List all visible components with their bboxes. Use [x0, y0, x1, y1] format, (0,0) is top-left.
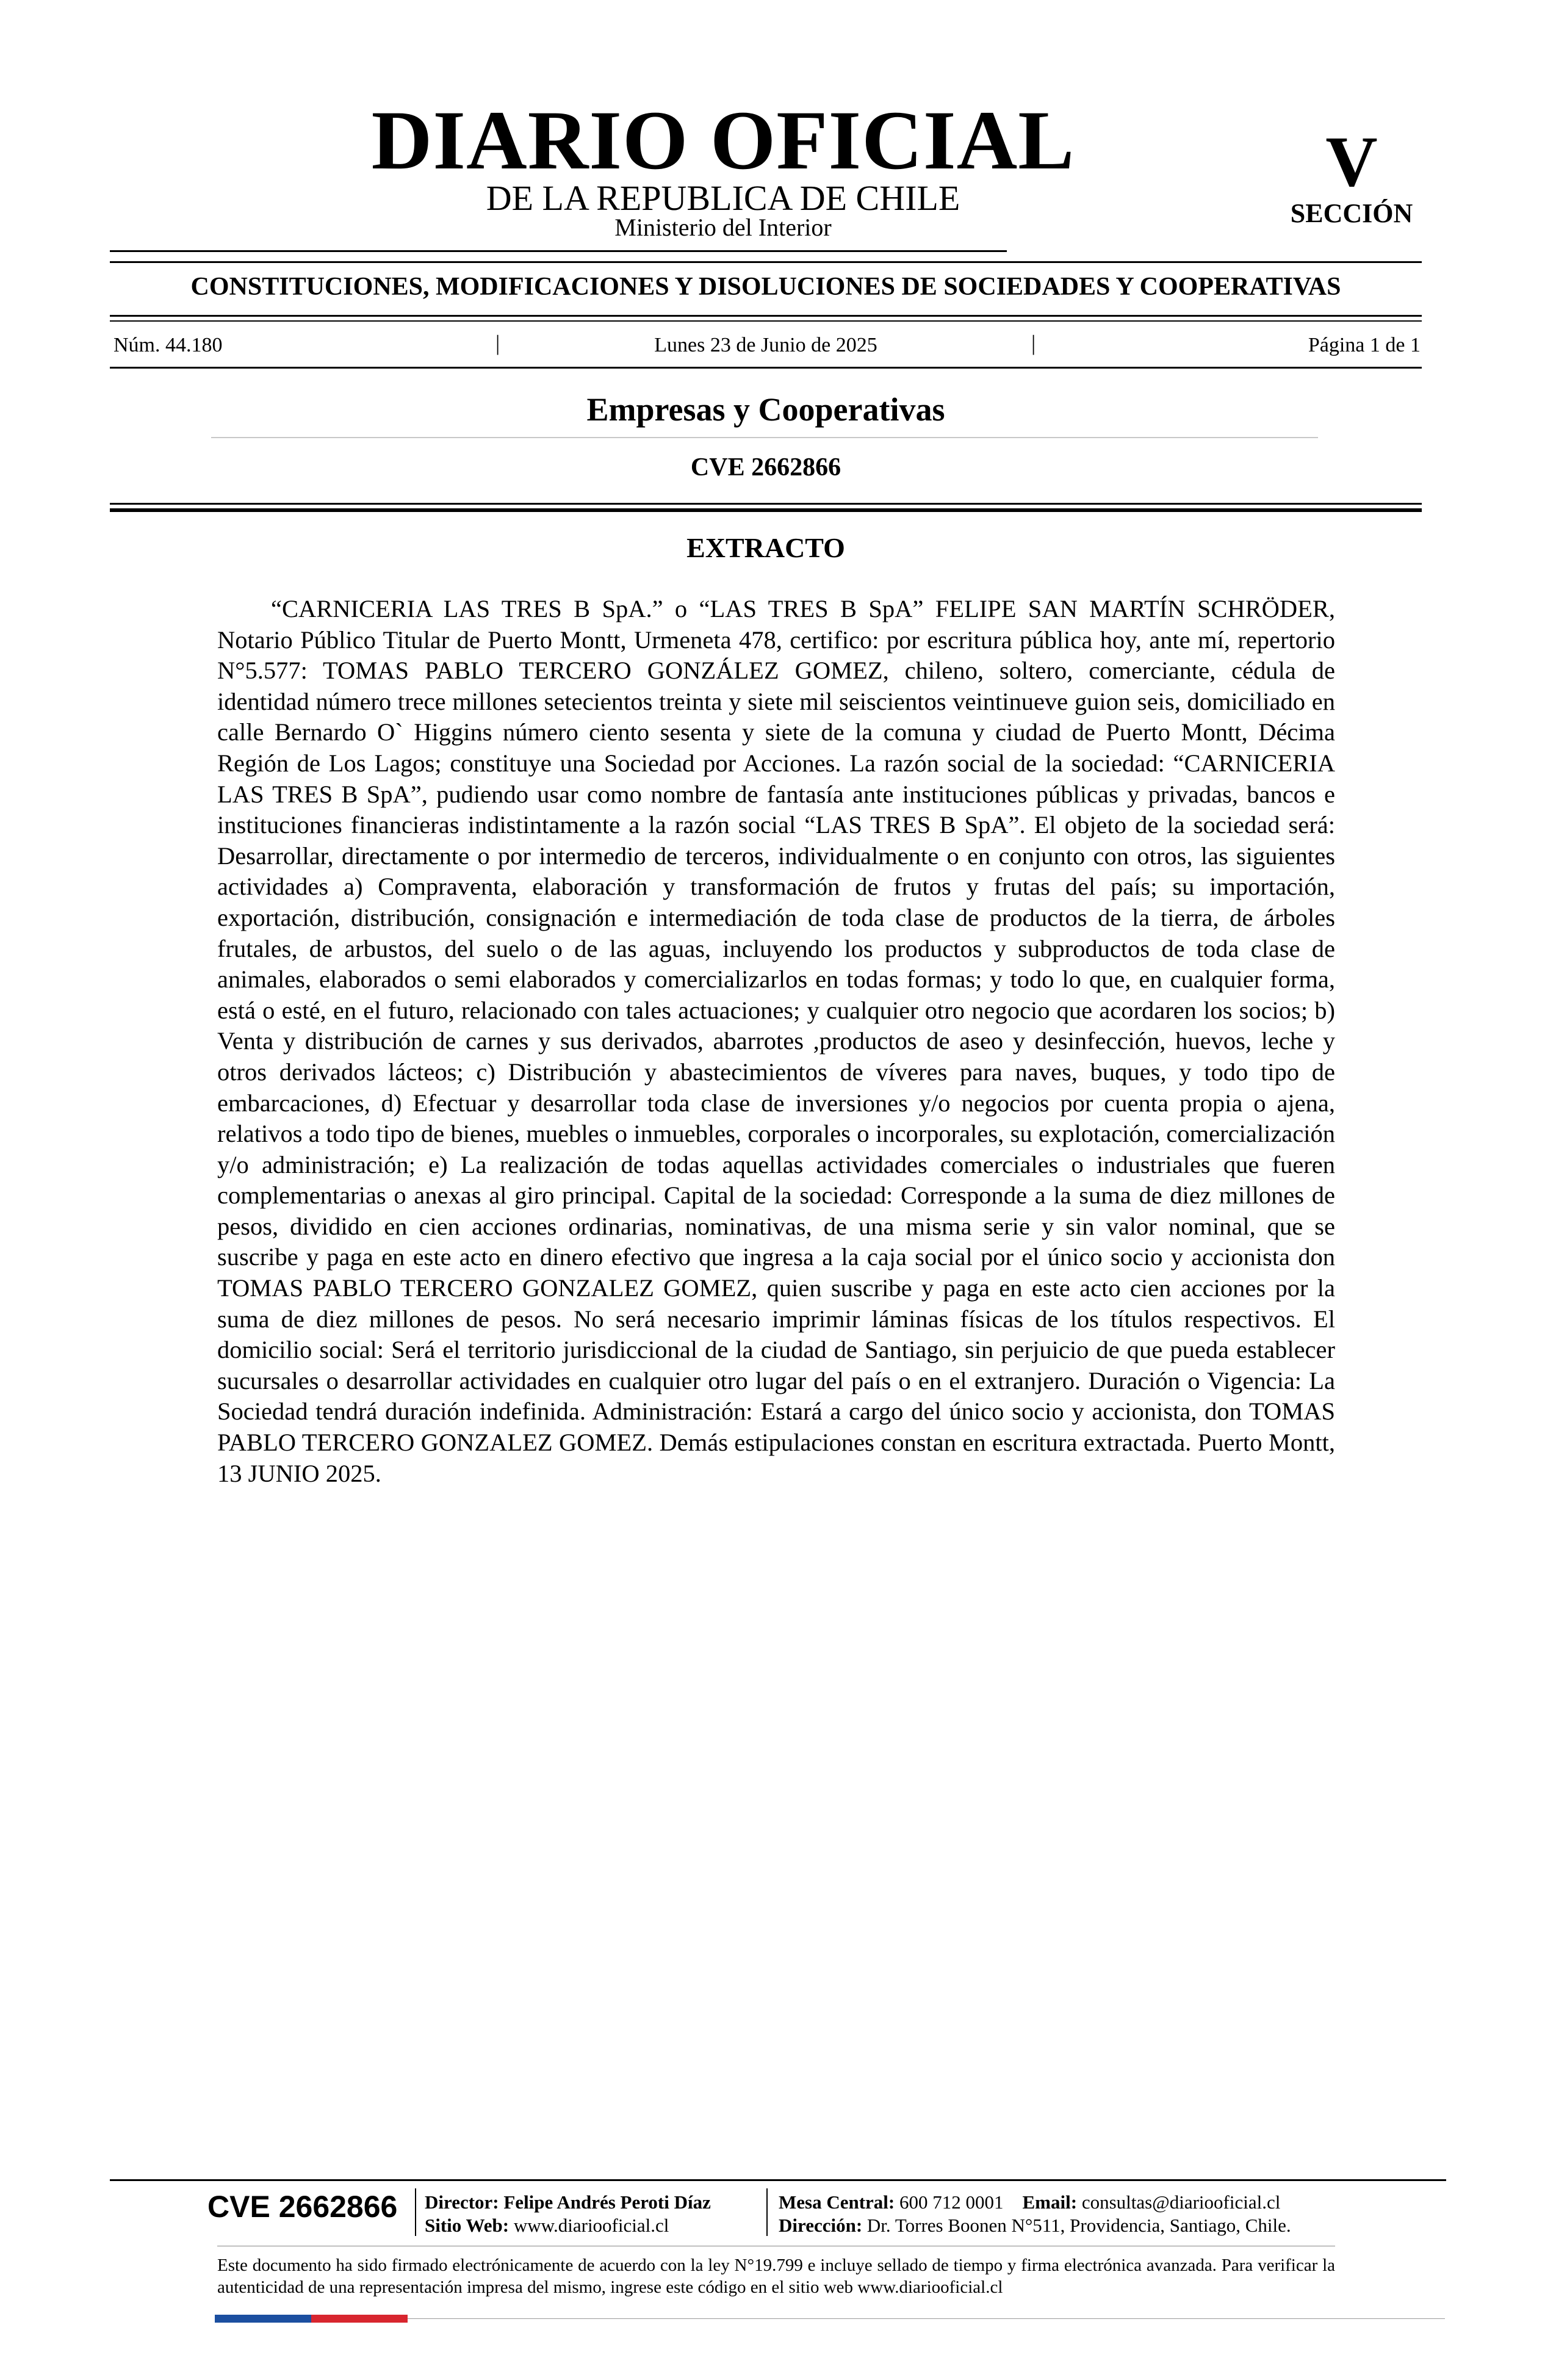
meta-separator: | — [1031, 331, 1036, 355]
section-label: SECCIÓN — [1290, 198, 1413, 228]
issue-date: Lunes 23 de Junio de 2025 — [654, 334, 877, 356]
section-letter: V — [1325, 121, 1378, 201]
header-bottom-rule-2 — [110, 508, 1422, 512]
footer-bottom-rule — [408, 2318, 1445, 2319]
footer-divider — [766, 2188, 768, 2236]
extract-paragraph: “CARNICERIA LAS TRES B SpA.” o “LAS TRES B SpA” FELIPE SAN MARTÍN SCHRÖDER, Notario Público Titular de Puerto Montt, Urmeneta 478, certifico: por escritura pública hoy, ante mí, repertorio N°5.577: TOMAS PABLO TERCERO GONZÁLEZ GOMEZ, chileno, soltero, comerciante, cédula de identidad número trece millones setecientos treinta y siete mil seiscientos veintinueve guion seis, domiciliado en calle Bernardo O` Higgins número ciento sesenta y siete de la comuna y ciudad de Puerto Montt, Décima Región de Los Lagos; constituye una Sociedad por Acciones. La razón social de la sociedad: “CARNICERIA LAS TRES B SpA”, pudiendo usar como nombre de fantasía ante instituciones públicas y privadas, bancos e instituciones financieras indistintamente a la razón social “LAS TRES B SpA”. El objeto de la sociedad será: Desarrollar, directamente o por intermedio de terceros, individualmente o en conjunto con otros, las siguientes actividades a) Compraventa, elaboración y transformación de frutos y frutas del país; su importación, exportación, distribución, consignación e intermediación de toda clase de productos de la tierra, de árboles frutales, de arbustos, del suelo o de las aguas, incluyendo los productos y subproductos de toda clase de animales, elaborados o semi elaborados y comercializarlos en todas formas; y todo lo que, en cualquier forma, está o esté, en el futuro, relacionado con tales actuaciones; y cualquier otro negocio que acordaren los socios; b) Venta y distribución de carnes y sus derivados, abarrotes ,productos de aseo y desinfección, huevos, leche y otros derivados lácteos; c) Distribución y abastecimientos de víveres para naves, buques, y todo tipo de embarcaciones, d) Efectuar y desarrollar toda clase de inversiones y/o negocios por cuenta propia o ajena, relativos a todo tipo de bienes, muebles o inmuebles, corporales o incorporales, su explotación, comercialización y/o administración; e) La realización de todas aquellas actividades comerciales o industriales que fueren complementarias o anexas al giro principal. Capital de la sociedad: Corresponde a la suma de diez millones de pesos, dividido en cien acciones ordinarias, nominativas, de una misma serie y sin valor nominal, que se suscribe y paga en este acto en dinero efectivo que ingresa a la caja social por el único socio y accionista don TOMAS PABLO TERCERO GONZALEZ GOMEZ, quien suscribe y paga en este acto cien acciones por la suma de diez millones de pesos. No será necesario imprimir láminas físicas de los títulos respectivos. El domicilio social: Será el territorio jurisdiccional de la ciudad de Santiago, sin perjuicio de que pueda establecer sucursales o desarrollar actividades en cualquier otro lugar del país o en el extranjero. Duración o Vigencia: La Sociedad tendrá duración indefinida. Administración: Estará a cargo del único socio y accionista, don TOMAS PABLO TERCERO GONZALEZ GOMEZ. Demás estipulaciones constan en escritura extractada. Puerto Montt, 13 JUNIO 2025. — [217, 595, 1335, 1487]
address-label: Dirección: — [779, 2215, 863, 2236]
director-name: Felipe Andrés Peroti Díaz — [503, 2191, 711, 2213]
category-rule-1 — [110, 315, 1422, 317]
footer-rule — [110, 2179, 1446, 2181]
signature-notice: Este documento ha sido firmado electrónicamente de acuerdo con la ley N°19.799 e incluye sellado de tiempo y firma electrónica avanzada. Para verificar la autenticidad de una representación impresa del mismo, ingrese este código en el sitio web www.diariooficial.cl — [217, 2256, 1335, 2297]
website-label: Sitio Web: — [425, 2215, 510, 2236]
meta-separator: | — [495, 331, 500, 355]
document-heading: EXTRACTO — [686, 532, 845, 563]
header-bottom-rule-1 — [110, 503, 1422, 505]
footer-divider — [415, 2188, 416, 2236]
address-value: Dr. Torres Boonen N°511, Providencia, Santiago, Chile. — [866, 2215, 1291, 2236]
category-heading: CONSTITUCIONES, MODIFICACIONES Y DISOLUCIONES DE SOCIEDADES Y COOPERATIVAS — [190, 273, 1341, 301]
newspaper-title: DIARIO OFICIAL — [371, 93, 1075, 187]
flag-stripe-red — [311, 2315, 408, 2323]
ministry-label: Ministerio del Interior — [614, 214, 832, 241]
footer-cve-code: CVE 2662866 — [207, 2190, 398, 2224]
document-body — [217, 594, 1335, 1489]
meta-rule — [110, 367, 1422, 369]
issue-number: Núm. 44.180 — [113, 334, 223, 356]
mesa-phone: 600 712 0001 — [899, 2191, 1004, 2213]
director-label: Director: — [425, 2191, 499, 2213]
website-link[interactable]: www.diariooficial.cl — [513, 2215, 669, 2236]
footer-director-block — [425, 2191, 711, 2237]
masthead-rule-top — [110, 261, 1422, 263]
newspaper-subtitle: DE LA REPUBLICA DE CHILE — [486, 178, 960, 218]
masthead-rule — [110, 250, 1007, 252]
footer-contact-block — [779, 2191, 1291, 2237]
email-label: Email: — [1022, 2191, 1078, 2213]
email-link[interactable]: consultas@diariooficial.cl — [1081, 2191, 1281, 2213]
page-count: Página 1 de 1 — [1308, 334, 1421, 356]
mesa-label: Mesa Central: — [779, 2191, 895, 2213]
category-rule-2 — [110, 320, 1422, 322]
flag-stripe-blue — [215, 2315, 311, 2323]
section-divider — [211, 437, 1318, 438]
section-title: Empresas y Cooperativas — [586, 391, 945, 428]
cve-code: CVE 2662866 — [690, 453, 841, 481]
